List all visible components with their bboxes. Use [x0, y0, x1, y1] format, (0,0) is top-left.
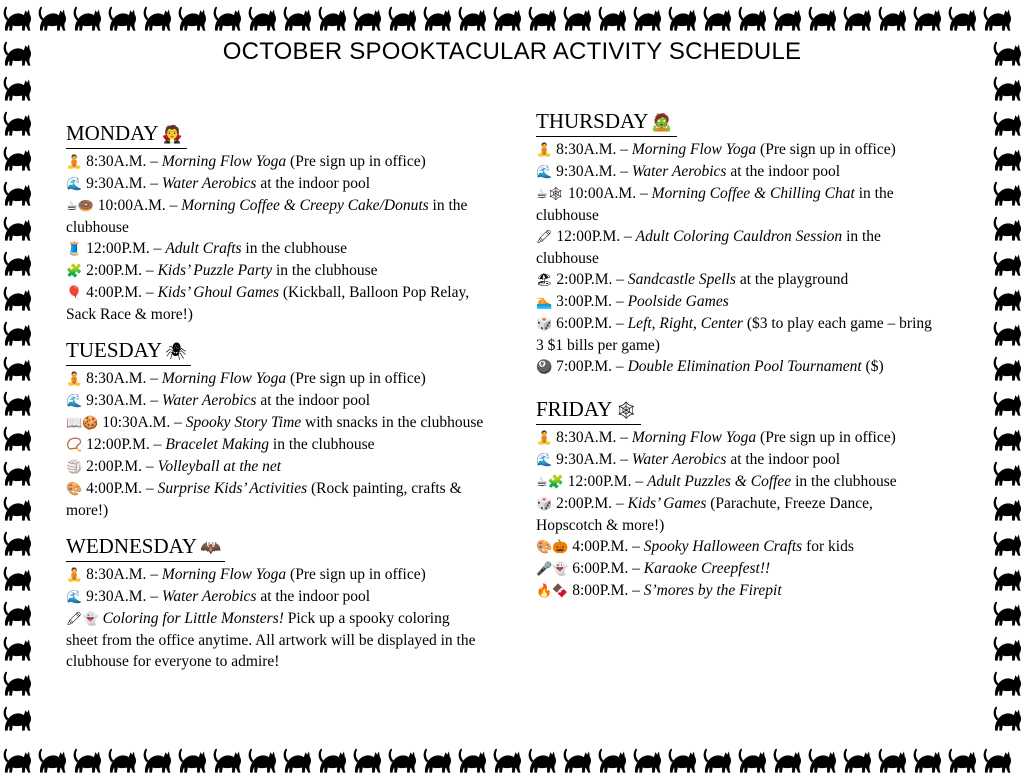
activity-emoji-icon: 🌊: [536, 165, 553, 180]
activity-name: Water Aerobics: [161, 175, 257, 192]
black-cat-icon: [0, 210, 34, 244]
day-emoji-icon: 🦇: [200, 538, 222, 558]
black-cat-icon: [0, 665, 34, 699]
activity-time: 6:00P.M. –: [572, 560, 640, 577]
day-friday: [536, 396, 936, 602]
right-column: [536, 108, 936, 614]
black-cat-icon: [280, 0, 314, 34]
activity-name: S’mores by the Firepit: [643, 582, 782, 599]
activity-detail: at the indoor pool: [260, 588, 371, 605]
schedule-item: [66, 586, 484, 608]
black-cat-icon: [665, 0, 699, 34]
activity-emoji-icon: 🎲: [536, 497, 553, 512]
activity-name: Morning Flow Yoga: [161, 153, 287, 170]
activity-detail: at the indoor pool: [260, 175, 371, 192]
schedule-item: [66, 260, 484, 282]
activity-name: Left, Right, Center: [627, 315, 743, 332]
activity-name: Morning Coffee & Creepy Cake/Donuts: [181, 197, 429, 214]
black-cat-icon: [990, 350, 1024, 384]
activity-emoji-icon: 🌊: [66, 177, 83, 192]
black-cat-icon: [455, 742, 489, 776]
activity-name: Kids’ Games: [627, 495, 707, 512]
activity-emoji-icon: ☕🕸: [536, 187, 565, 202]
activity-detail: (Pre sign up in office): [290, 370, 426, 387]
schedule-item: [536, 580, 936, 602]
activity-name: Double Elimination Pool Tournament: [627, 358, 862, 375]
black-cat-icon: [990, 175, 1024, 209]
black-cat-icon: [840, 0, 874, 34]
black-cat-icon: [805, 742, 839, 776]
day-heading: [66, 120, 187, 149]
day-wednesday: [66, 533, 484, 672]
activity-detail: (Parachute, Freeze Dance, Hopscotch & more!): [536, 495, 873, 534]
activity-time: 4:00P.M. –: [572, 538, 640, 555]
day-heading: [66, 337, 191, 366]
schedule-item: [66, 608, 484, 672]
black-cat-icon: [245, 0, 279, 34]
schedule-item: [66, 456, 484, 478]
schedule-item: [66, 390, 484, 412]
activity-name: Sandcastle Spells: [627, 271, 736, 288]
day-emoji-icon: 🧛: [161, 125, 183, 145]
black-cat-icon: [315, 742, 349, 776]
activity-emoji-icon: 🖍: [536, 230, 553, 245]
activity-time: 3:00P.M. –: [556, 293, 624, 310]
schedule-item: [536, 558, 936, 580]
activity-detail: in the clubhouse: [272, 436, 375, 453]
activity-time: 9:30A.M. –: [86, 588, 158, 605]
activity-emoji-icon: 🎨: [66, 482, 83, 497]
schedule-item: [66, 434, 484, 456]
activity-name: Morning Flow Yoga: [161, 370, 287, 387]
black-cat-icon: [0, 525, 34, 559]
black-cat-icon: [245, 742, 279, 776]
black-cat-icon: [990, 665, 1024, 699]
black-cat-icon: [990, 105, 1024, 139]
black-cat-icon: [0, 595, 34, 629]
activity-detail: (Pre sign up in office): [760, 141, 896, 158]
black-cat-icon: [990, 315, 1024, 349]
activity-name: Poolside Games: [627, 293, 729, 310]
activity-detail: in the clubhouse: [66, 197, 468, 236]
black-cat-icon: [805, 0, 839, 34]
black-cat-icon: [105, 0, 139, 34]
black-cat-icon: [700, 742, 734, 776]
black-cat-icon: [70, 742, 104, 776]
black-cat-icon: [0, 455, 34, 489]
activity-detail: in the clubhouse: [536, 185, 894, 224]
black-cat-icon: [140, 742, 174, 776]
black-cat-icon: [0, 280, 34, 314]
black-cat-icon: [0, 630, 34, 664]
schedule-item: [66, 173, 484, 195]
day-thursday: [536, 108, 936, 378]
black-cat-icon: [875, 742, 909, 776]
schedule-item: [66, 195, 484, 238]
black-cat-icon: [840, 742, 874, 776]
black-cat-icon: [990, 385, 1024, 419]
activity-detail: in the clubhouse: [275, 262, 378, 279]
schedule-item: [536, 313, 936, 356]
black-cat-icon: [910, 742, 944, 776]
activity-emoji-icon: 🎤👻: [536, 562, 569, 577]
black-cat-icon: [0, 245, 34, 279]
activity-emoji-icon: 🧘: [66, 568, 83, 583]
black-cat-icon: [910, 0, 944, 34]
activity-name: Morning Flow Yoga: [631, 141, 757, 158]
activity-emoji-icon: 🎱: [536, 360, 553, 375]
black-cat-icon: [0, 700, 34, 734]
activity-time: 8:30A.M. –: [556, 141, 628, 158]
day-emoji-icon: 🧟: [651, 113, 673, 133]
day-emoji-icon: 🕷: [165, 342, 187, 362]
black-cat-icon: [525, 0, 559, 34]
activity-detail: at the playground: [739, 271, 849, 288]
black-cat-icon: [105, 742, 139, 776]
activity-name: Volleyball at the net: [157, 458, 282, 475]
schedule-item: [66, 282, 484, 325]
activity-name: Adult Crafts: [165, 240, 242, 257]
activity-detail: ($): [865, 358, 884, 375]
activity-detail: (Kickball, Balloon Pop Relay, Sack Race & more!): [66, 284, 470, 323]
page-title: OCTOBER SPOOKTACULAR ACTIVITY SCHEDULE: [222, 38, 802, 65]
black-cat-icon: [385, 742, 419, 776]
activity-detail: at the indoor pool: [260, 392, 371, 409]
black-cat-icon: [0, 742, 34, 776]
activity-emoji-icon: 🧘: [66, 372, 83, 387]
black-cat-icon: [990, 595, 1024, 629]
black-cat-icon: [980, 742, 1014, 776]
black-cat-icon: [175, 0, 209, 34]
activity-detail: in the clubhouse: [536, 228, 881, 267]
black-cat-icon: [525, 742, 559, 776]
black-cat-icon: [420, 0, 454, 34]
black-cat-icon: [280, 742, 314, 776]
black-cat-icon: [990, 630, 1024, 664]
schedule-item: [536, 536, 936, 558]
day-heading: [66, 533, 225, 562]
black-cat-icon: [0, 490, 34, 524]
black-cat-icon: [945, 0, 979, 34]
activity-emoji-icon: 🎨🎃: [536, 540, 569, 555]
black-cat-icon: [70, 0, 104, 34]
day-heading: [536, 396, 641, 425]
activity-emoji-icon: 🌊: [66, 394, 83, 409]
black-cat-icon: [175, 742, 209, 776]
black-cat-icon: [990, 245, 1024, 279]
black-cat-icon: [35, 0, 69, 34]
black-cat-icon: [990, 140, 1024, 174]
activity-detail: for kids: [806, 538, 854, 555]
black-cat-icon: [990, 420, 1024, 454]
activity-time: 12:00P.M. –: [86, 240, 162, 257]
schedule-item: [536, 291, 936, 313]
activity-time: 10:00A.M. –: [97, 197, 178, 214]
day-tuesday: [66, 337, 484, 521]
activity-emoji-icon: 🎈: [66, 286, 83, 301]
day-heading: [536, 108, 677, 137]
black-cat-icon: [875, 0, 909, 34]
activity-emoji-icon: 🖍👻: [66, 612, 99, 627]
activity-time: 8:30A.M. –: [556, 429, 628, 446]
day-name: TUESDAY: [66, 338, 163, 362]
activity-emoji-icon: 🔥🍫: [536, 584, 569, 599]
activity-time: 10:30A.M. –: [102, 414, 182, 431]
activity-emoji-icon: 🏐: [66, 460, 83, 475]
activity-name: Morning Flow Yoga: [161, 566, 287, 583]
activity-name: Adult Coloring Cauldron Session: [635, 228, 843, 245]
activity-emoji-icon: 🌊: [66, 590, 83, 605]
black-cat-icon: [990, 210, 1024, 244]
activity-emoji-icon: 🌊: [536, 453, 553, 468]
black-cat-icon: [990, 280, 1024, 314]
black-cat-icon: [420, 742, 454, 776]
black-cat-icon: [315, 0, 349, 34]
activity-detail: ($3 to play each game – bring 3 $1 bills per game): [536, 315, 932, 354]
day-emoji-icon: 🕸: [615, 401, 637, 421]
black-cat-icon: [350, 742, 384, 776]
activity-name: Water Aerobics: [631, 163, 727, 180]
day-name: MONDAY: [66, 121, 159, 145]
activity-name: Water Aerobics: [161, 588, 257, 605]
black-cat-icon: [990, 525, 1024, 559]
activity-time: 9:30A.M. –: [86, 392, 158, 409]
activity-detail: Pick up a spooky coloring sheet from the office anytime. All artwork will be displayed in the clubhouse for everyone to admire!: [66, 610, 476, 670]
schedule-item: [536, 493, 936, 536]
black-cat-icon: [490, 742, 524, 776]
activity-time: 8:30A.M. –: [86, 153, 158, 170]
activity-name: Water Aerobics: [631, 451, 727, 468]
black-cat-icon: [665, 742, 699, 776]
black-cat-icon: [0, 385, 34, 419]
schedule-item: [536, 471, 936, 493]
schedule-item: [536, 449, 936, 471]
activity-detail: (Pre sign up in office): [290, 153, 426, 170]
schedule-item: [536, 427, 936, 449]
black-cat-icon: [455, 0, 489, 34]
activity-time: 2:00P.M. –: [86, 458, 154, 475]
activity-detail: at the indoor pool: [730, 163, 841, 180]
black-cat-icon: [0, 350, 34, 384]
activity-emoji-icon: 🧩: [66, 264, 83, 279]
left-column: [66, 120, 484, 684]
activity-time: 2:00P.M. –: [86, 262, 154, 279]
activity-emoji-icon: 🧘: [536, 143, 553, 158]
black-cat-icon: [990, 700, 1024, 734]
activity-time: 2:00P.M. –: [556, 271, 625, 288]
activity-time: 8:30A.M. –: [86, 370, 158, 387]
activity-time: 9:30A.M. –: [556, 451, 628, 468]
black-cat-icon: [990, 70, 1024, 104]
black-cat-icon: [980, 0, 1014, 34]
activity-time: 12:00P.M. –: [86, 436, 162, 453]
activity-name: Water Aerobics: [161, 392, 257, 409]
activity-time: 12:00P.M. –: [567, 473, 644, 490]
black-cat-icon: [560, 0, 594, 34]
activity-emoji-icon: 🎲: [536, 317, 553, 332]
black-cat-icon: [945, 742, 979, 776]
schedule-item: [536, 161, 936, 183]
black-cat-icon: [350, 0, 384, 34]
schedule-item: [536, 139, 936, 161]
black-cat-icon: [0, 175, 34, 209]
black-cat-icon: [595, 0, 629, 34]
schedule-item: [66, 564, 484, 586]
activity-emoji-icon: ☕🍩: [66, 199, 94, 214]
black-cat-icon: [595, 742, 629, 776]
day-name: THURSDAY: [536, 109, 649, 133]
schedule-item: [66, 478, 484, 521]
activity-name: Spooky Story Time: [185, 414, 302, 431]
activity-name: Kids’ Puzzle Party: [157, 262, 273, 279]
activity-name: Spooky Halloween Crafts: [643, 538, 803, 555]
activity-detail: at the indoor pool: [730, 451, 841, 468]
black-cat-icon: [210, 0, 244, 34]
black-cat-icon: [0, 315, 34, 349]
activity-emoji-icon: 🧘: [66, 155, 83, 170]
black-cat-icon: [0, 560, 34, 594]
activity-emoji-icon: 📿: [66, 438, 83, 453]
activity-time: 4:00P.M. –: [86, 284, 154, 301]
activity-name: Surprise Kids’ Activities: [157, 480, 308, 497]
black-cat-icon: [0, 140, 34, 174]
activity-emoji-icon: 🏊: [536, 295, 553, 310]
activity-name: Karaoke Creepfest!!: [643, 560, 771, 577]
black-cat-icon: [140, 0, 174, 34]
activity-time: 10:00A.M. –: [568, 185, 648, 202]
black-cat-icon: [735, 742, 769, 776]
black-cat-icon: [990, 560, 1024, 594]
activity-time: 9:30A.M. –: [556, 163, 628, 180]
black-cat-icon: [700, 0, 734, 34]
activity-name: Kids’ Ghoul Games: [157, 284, 279, 301]
activity-emoji-icon: 📖🍪: [66, 416, 99, 431]
black-cat-icon: [560, 742, 594, 776]
black-cat-icon: [735, 0, 769, 34]
activity-name: Coloring for Little Monsters!: [102, 610, 284, 627]
schedule-item: [536, 183, 936, 226]
black-cat-icon: [0, 70, 34, 104]
activity-name: Morning Coffee & Chilling Chat: [651, 185, 855, 202]
activity-name: Bracelet Making: [165, 436, 270, 453]
activity-name: Morning Flow Yoga: [631, 429, 757, 446]
black-cat-icon: [210, 742, 244, 776]
activity-detail: in the clubhouse: [795, 473, 897, 490]
activity-detail: (Pre sign up in office): [760, 429, 896, 446]
schedule-item: [66, 368, 484, 390]
schedule-item: [536, 269, 936, 291]
activity-detail: (Rock painting, crafts & more!): [66, 480, 462, 519]
activity-time: 6:00P.M. –: [556, 315, 624, 332]
schedule-item: [66, 412, 484, 434]
schedule-item: [536, 226, 936, 269]
activity-detail: with snacks in the clubhouse: [305, 414, 484, 431]
activity-time: 8:00P.M. –: [572, 582, 640, 599]
black-cat-icon: [0, 0, 34, 34]
black-cat-icon: [770, 0, 804, 34]
black-cat-icon: [630, 742, 664, 776]
activity-detail: in the clubhouse: [245, 240, 348, 257]
black-cat-icon: [770, 742, 804, 776]
activity-time: 7:00P.M. –: [556, 358, 624, 375]
activity-time: 8:30A.M. –: [86, 566, 158, 583]
black-cat-icon: [0, 420, 34, 454]
schedule-item: [66, 238, 484, 260]
schedule-item: [66, 151, 484, 173]
activity-name: Adult Puzzles & Coffee: [646, 473, 792, 490]
activity-emoji-icon: 🧵: [66, 242, 83, 257]
activity-time: 4:00P.M. –: [86, 480, 154, 497]
activity-emoji-icon: ☕🧩: [536, 475, 564, 490]
activity-time: 2:00P.M. –: [556, 495, 624, 512]
black-cat-icon: [35, 742, 69, 776]
activity-time: 12:00P.M. –: [556, 228, 632, 245]
black-cat-icon: [990, 490, 1024, 524]
black-cat-icon: [0, 105, 34, 139]
activity-detail: (Pre sign up in office): [290, 566, 426, 583]
black-cat-icon: [990, 455, 1024, 489]
activity-emoji-icon: 🏖: [536, 273, 553, 288]
day-name: WEDNESDAY: [66, 534, 198, 558]
activity-time: 9:30A.M. –: [86, 175, 158, 192]
black-cat-icon: [630, 0, 664, 34]
schedule-item: [536, 356, 936, 378]
black-cat-icon: [490, 0, 524, 34]
black-cat-icon: [385, 0, 419, 34]
day-name: FRIDAY: [536, 397, 613, 421]
day-monday: [66, 120, 484, 325]
activity-emoji-icon: 🧘: [536, 431, 553, 446]
